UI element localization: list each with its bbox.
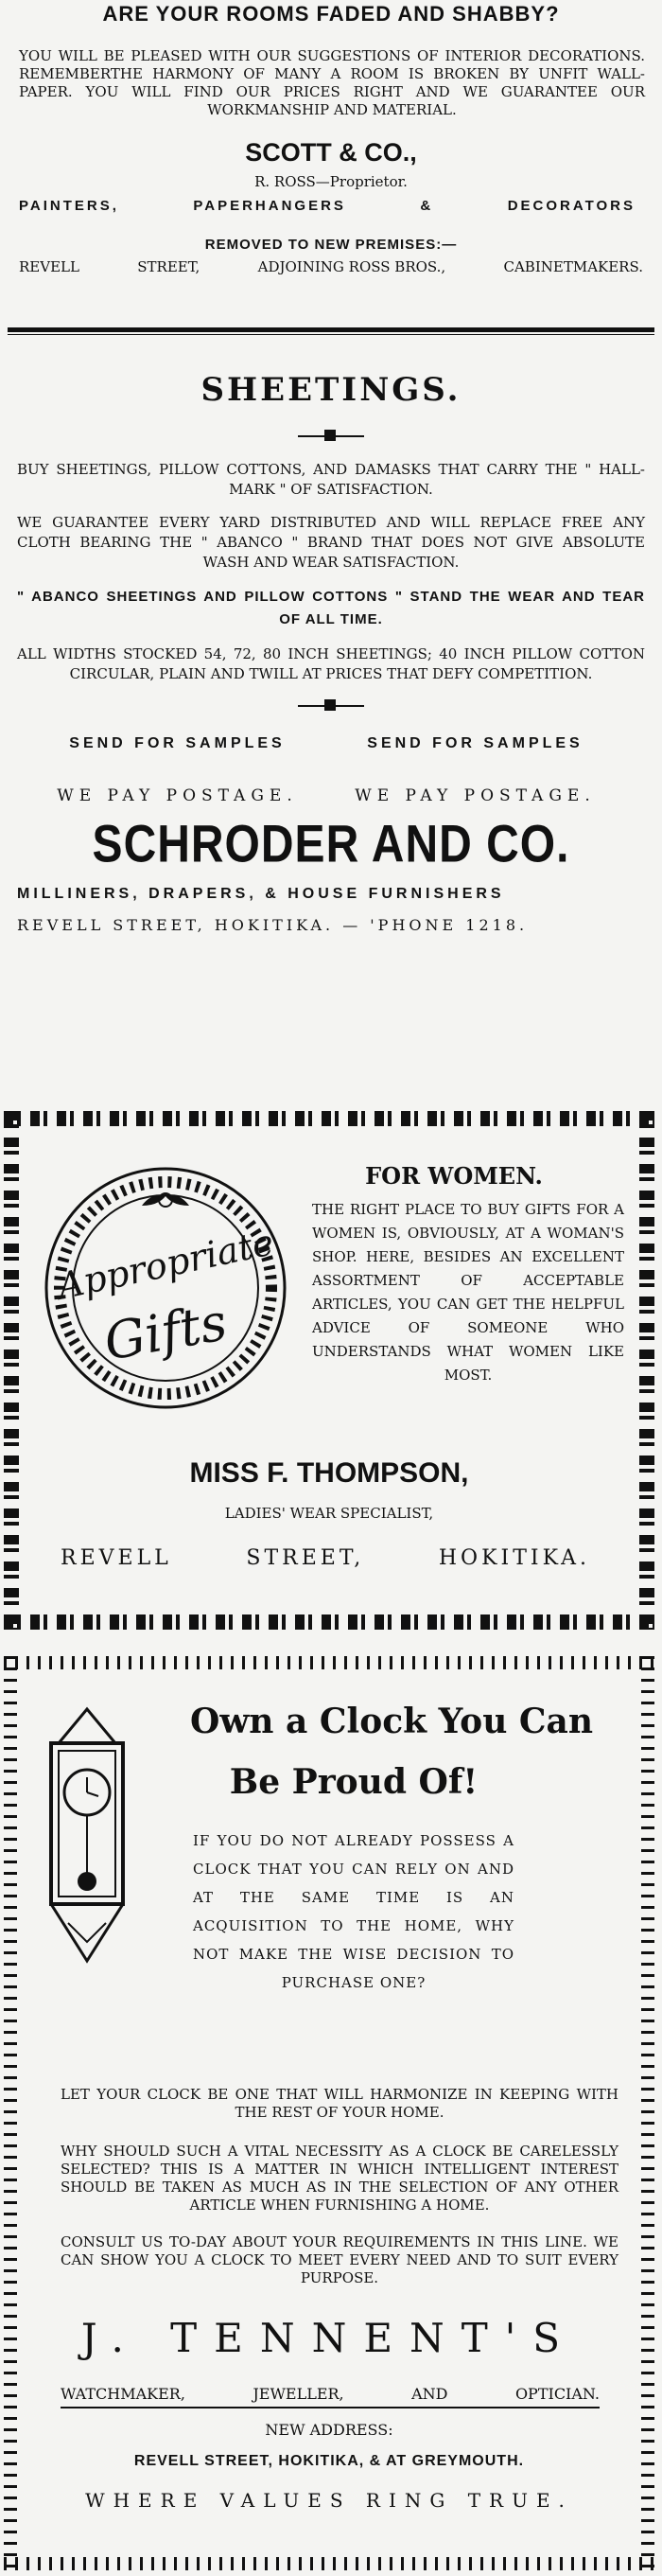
thompson-address-revell: REVELL bbox=[61, 1546, 172, 1570]
scott-proprietor: R. ROSS—Proprietor. bbox=[254, 173, 408, 190]
thompson-address-hokitika: HOKITIKA. bbox=[438, 1546, 590, 1570]
sheetings-para-1: BUY SHEETINGS, PILLOW COTTONS, AND DAMASKS THAT CARRY THE " HALL-MARK " OF SATISFACTION. bbox=[17, 461, 645, 498]
wall-clock-icon bbox=[30, 1705, 144, 1980]
for-women-heading: FOR WOMEN. bbox=[365, 1162, 543, 1190]
schroder-address: REVELL STREET, HOKITIKA. — 'PHONE 1218. bbox=[17, 916, 529, 934]
gift-wreath bbox=[38, 1160, 293, 1416]
border-right bbox=[639, 1111, 654, 1630]
tennent-new-address: NEW ADDRESS: bbox=[265, 2421, 393, 2439]
clock-para-1: IF YOU DO NOT ALREADY POSSESS A CLOCK THAT YOU CAN RELY ON AND AT THE SAME TIME IS AN ACQUISITION TO THE HOME, WHY NOT MAKE THE WISE DECISION TO PURCHASE ONE? bbox=[193, 1832, 514, 1991]
scott-address-street: STREET, bbox=[137, 258, 200, 275]
sheetings-para-4: ALL WIDTHS STOCKED 54, 72, 80 INCH SHEETINGS; 40 INCH PILLOW COTTON CIRCULAR, PLAIN AND TWILL AT PRICES THAT DEFY COMPETITION. bbox=[17, 645, 645, 682]
thompson-firm: MISS F. THOMPSON, bbox=[189, 1457, 469, 1489]
thompson-address-street: STREET, bbox=[246, 1546, 365, 1570]
ornament-divider bbox=[298, 430, 364, 443]
scott-trade-decorators: DECORATORS bbox=[507, 198, 636, 214]
ornament-icon bbox=[324, 430, 336, 441]
scott-removed: REMOVED TO NEW PREMISES:— bbox=[204, 237, 458, 253]
scott-address-cabinetmakers: CABINETMAKERS. bbox=[503, 258, 643, 275]
scott-firm: SCOTT & CO., bbox=[245, 138, 417, 167]
thompson-address bbox=[61, 1546, 590, 1570]
scott-advert bbox=[0, 0, 662, 275]
thompson-advert bbox=[4, 1111, 654, 1630]
we-pay-postage-1: WE PAY POSTAGE. bbox=[57, 786, 298, 805]
schroder-trades: MILLINERS, DRAPERS, & HOUSE FURNISHERS bbox=[17, 886, 505, 902]
send-for-samples-1: SEND FOR SAMPLES bbox=[69, 735, 286, 751]
schroder-firm: SCHRODER AND CO. bbox=[92, 816, 570, 873]
tennent-advert bbox=[4, 1656, 654, 2570]
tennent-trade-and: AND bbox=[411, 2385, 448, 2403]
tennent-trades bbox=[61, 2385, 600, 2408]
scott-headline: ARE YOUR ROOMS FADED AND SHABBY? bbox=[102, 2, 560, 26]
border-bottom bbox=[4, 2557, 654, 2570]
wreath-text-gifts: Gifts bbox=[99, 1292, 232, 1372]
clock-headline-2: Be Proud Of! bbox=[229, 1762, 479, 1802]
scott-address-revell: REVELL bbox=[19, 258, 79, 275]
tennent-trade-watchmaker: WATCHMAKER, bbox=[61, 2385, 185, 2403]
scott-trade-ampersand: & bbox=[420, 198, 434, 214]
sheetings-para-2: WE GUARANTEE EVERY YARD DISTRIBUTED AND WILL REPLACE FREE ANY CLOTH BEARING THE " ABANCO " BRAND THAT DOES NOT GIVE ABSOLUTE WASH AND WEAR SATISFACTION. bbox=[17, 514, 645, 571]
tennent-trade-jeweller: JEWELLER, bbox=[253, 2385, 344, 2403]
scott-address bbox=[19, 258, 643, 275]
scott-trades bbox=[19, 198, 636, 214]
scott-body: YOU WILL BE PLEASED WITH OUR SUGGESTIONS OF INTERIOR DECORATIONS. REMEMBERTHE HARMONY OF MANY A ROOM IS BROKEN BY UNFIT WALL-PAPER. YOU WILL FIND OUR PRICES RIGHT AND WE GUARANTEE OUR WORKMANSHIP AND MATERIAL. bbox=[19, 47, 645, 118]
samples-line bbox=[28, 735, 624, 752]
border-top bbox=[4, 1111, 654, 1126]
ornament-divider-2 bbox=[298, 699, 364, 713]
border-left bbox=[4, 1111, 19, 1630]
tennent-slogan: WHERE VALUES RING TRUE. bbox=[85, 2489, 573, 2512]
sheetings-para-3: " ABANCO SHEETINGS AND PILLOW COTTONS " STAND THE WEAR AND TEAR OF ALL TIME. bbox=[17, 589, 645, 627]
postage-line bbox=[28, 786, 624, 805]
tennent-firm: J. TENNENT'S bbox=[80, 2315, 578, 2361]
tennent-address: REVELL STREET, HOKITIKA, & AT GREYMOUTH. bbox=[133, 2453, 525, 2469]
scott-trade-paperhangers: PAPERHANGERS bbox=[193, 198, 346, 214]
tennent-trade-optician: OPTICIAN. bbox=[514, 2385, 600, 2403]
clock-para-4: CONSULT US TO-DAY ABOUT YOUR REQUIREMENTS IN THIS LINE. WE CAN SHOW YOU A CLOCK TO MEET EVERY NEED AND TO SUIT EVERY PURPOSE. bbox=[61, 2233, 618, 2286]
scott-address-adjoining: ADJOINING ROSS BROS., bbox=[257, 258, 446, 275]
column-rule-1 bbox=[8, 327, 654, 335]
border-top bbox=[4, 1656, 654, 1669]
we-pay-postage-2: WE PAY POSTAGE. bbox=[355, 786, 596, 805]
for-women-body: THE RIGHT PLACE TO BUY GIFTS FOR A WOMEN IS, OBVIOUSLY, AT A WOMAN'S SHOP. HERE, BESIDES AN EXCELLENT ASSORTMENT OF ACCEPTABLE ARTICLES, YOU CAN GET THE HELPFUL ADVICE OF SOMEONE WHO UNDERSTANDS WHAT WOMEN LIKE MOST. bbox=[312, 1201, 624, 1384]
border-bottom bbox=[4, 1614, 654, 1630]
wreath-text-appropriate: Appropriate bbox=[53, 1221, 278, 1308]
send-for-samples-2: SEND FOR SAMPLES bbox=[367, 735, 584, 751]
clock-headline-1: Own a Clock You Can bbox=[189, 1702, 594, 1741]
ornament-icon bbox=[324, 699, 336, 711]
scott-trade-painters: PAINTERS, bbox=[19, 198, 119, 214]
clock-para-3: WHY SHOULD SUCH A VITAL NECESSITY AS A CLOCK BE CARELESSLY SELECTED? THIS IS A MATTER IN WHICH INTELLIGENT INTEREST SHOULD BE TAKEN AS MUCH AS IN THE SELECTION OF ANY OTHER ARTICLE WHEN FURNISHING A HOME. bbox=[61, 2143, 618, 2214]
schroder-advert bbox=[0, 371, 662, 934]
thompson-role: LADIES' WEAR SPECIALIST, bbox=[224, 1505, 434, 1522]
sheetings-headline: SHEETINGS. bbox=[200, 371, 462, 409]
clock-para-2: LET YOUR CLOCK BE ONE THAT WILL HARMONIZE IN KEEPING WITH THE REST OF YOUR HOME. bbox=[61, 2086, 618, 2121]
